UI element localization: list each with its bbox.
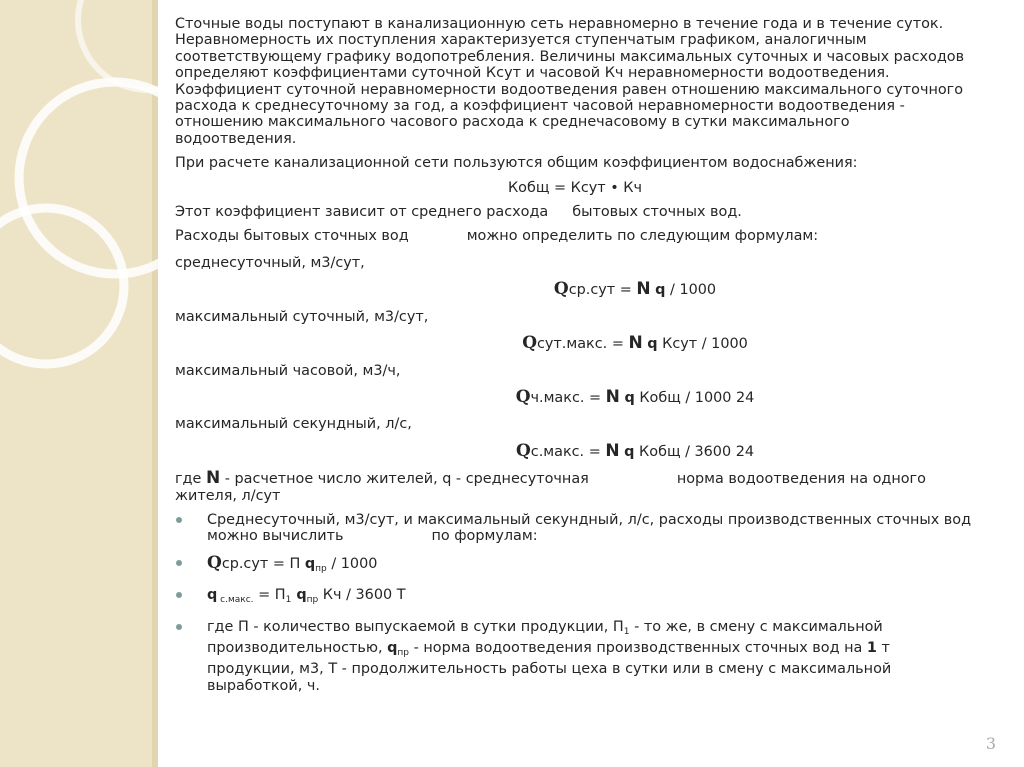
where-definition [175,470,975,504]
formula-q: Q [515,440,531,461]
bullet-item [175,619,975,695]
bullet-3-b: Кч / 3600 Т [318,587,406,604]
formula-part-a: сут.макс. = [537,336,629,353]
flows-text-b: можно определить по следующим формулам: [466,228,819,245]
bullet-2-qq: q [304,555,316,572]
formula-qq: q [655,282,666,299]
slide-content [175,16,975,704]
bullet-3-a: = П [253,587,286,604]
bullet-4-d: т продукции, м3, Т - продолжительность работы цеха в сутки или в смену с максимальной выработкой, ч. [207,639,892,694]
bullet-4-c: - норма водоотведения производственных сточных вод на [409,639,867,656]
formula-q: Q [553,279,569,300]
formula-line [175,335,975,352]
formula-part-b: Ксут / 1000 [657,336,748,353]
depends-text-b: бытовых сточных вод. [572,204,742,221]
where-c: норма водоотведения на одного жителя, л/сут [175,471,926,504]
bullet-item [175,552,975,577]
flows-text [175,228,975,244]
formula-qq: q [647,336,658,353]
formula-label: максимальный суточный, м3/сут, [175,308,429,325]
bullet-2-q: Q [207,552,222,573]
where-b: - расчетное число жителей, q - среднесуточная [220,471,589,488]
decorative-ring-small [0,208,124,364]
general-coefficient-text: При расчете канализационной сети пользуются общим коэффициентом водоснабжения: [175,155,858,172]
bullet-1-a: Среднесуточный, м3/сут, и максимальный секундный, л/с, расходы производственных сточных вод можно вычислить [207,511,972,545]
bullet-list [175,512,975,694]
formula-label: максимальный секундный, л/с, [175,416,412,433]
formula-part-b: Кобщ / 3600 24 [634,443,754,460]
bullet-3-sub2: 1 [285,595,292,606]
bullet-3-sub3: пр [306,595,319,606]
bullet-2-b: / 1000 [326,555,378,572]
bullet-3-sub1: с.макс. [217,595,254,606]
formula-part-a: ч.макс. = [530,389,606,406]
formula-n: N [636,279,651,300]
formula-line [175,386,975,407]
bullet-2-a: ср.сут = П [221,555,305,572]
formula-q: Q [515,386,531,407]
where-a: где [175,471,206,488]
formula-line [175,440,975,461]
formula-label: среднесуточный, м3/сут, [175,254,365,271]
bullet-3-qq: q [291,587,307,604]
formula-n: N [605,440,620,461]
bullet-4-a: где П - количество выпускаемой в сутки продукции, П [207,618,624,635]
bullet-item [175,512,975,545]
formula-label: максимальный часовой, м3/ч, [175,362,401,379]
formula-n: N [605,386,620,407]
formula-q: Q [522,333,537,354]
bullet-4-qq: q [387,639,398,656]
formula-part-a: с.макс. = [530,443,606,460]
flows-text-a: Расходы бытовых сточных вод [175,228,409,245]
formula-n: N [628,333,643,354]
formula-part-b: / 1000 [665,282,717,299]
formula-part-a: ср.сут = [568,282,637,299]
bullet-4-sub1: 1 [623,626,630,637]
formula-qq: q [624,443,635,460]
formula-qq: q [624,389,635,406]
depends-text [175,204,975,220]
slide-number: 3 [985,734,996,753]
bullet-2-sub: пр [315,563,327,574]
coefficient-formula: Кобщ = Ксут • Кч [507,179,643,196]
bullet-1-b: по формулам: [431,528,538,545]
bullet-item [175,587,975,608]
bullet-4-one: 1 [866,639,877,656]
depends-text-a: Этот коэффициент зависит от среднего расхода [175,204,549,221]
intro-paragraph: Сточные воды поступают в канализационную сеть неравномерно в течение года и в течение суток. Неравномерность их поступления характеризуется ступенчатым графиком, аналогичным соответствующему графику водопотребления. Величины максимальных суточных и часовых расходов определяют коэффициентами суточной Ксут и часовой Кч неравномерности водоотведения. Коэффициент суточной неравномерности водоотведения равен отношению максимального суточного расхода к среднесуточному за год, а коэффициент часовой неравномерности водоотведения - отношению максимального часового расхода к среднечасовому в сутки максимального водоотведения. [175,16,965,147]
bullet-4-sub2: пр [397,647,410,658]
where-n: N [205,468,221,489]
formula-part-b: Кобщ / 1000 24 [634,389,755,406]
bullet-3-q: q [207,587,218,604]
formula-line [175,281,975,298]
bullet-4-b: - то же, в смену с максимальной производительностью, [207,618,883,656]
